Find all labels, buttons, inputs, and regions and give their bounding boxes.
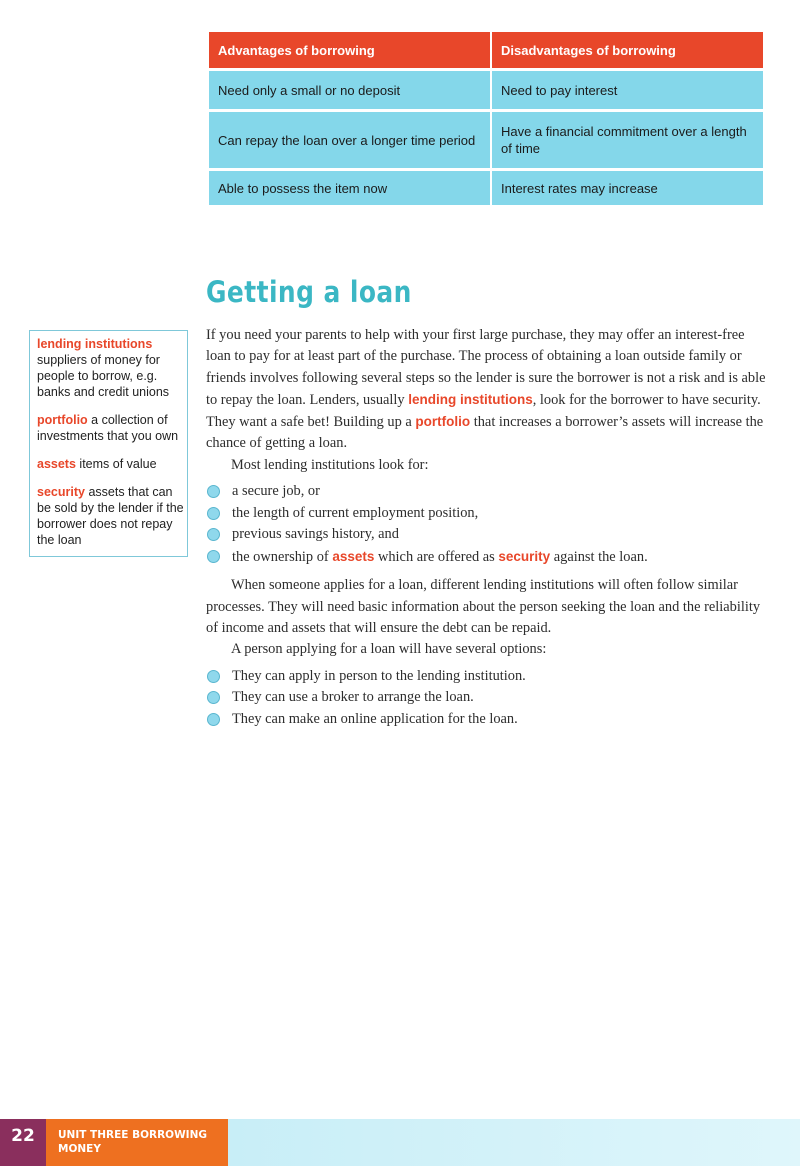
table-cell: Interest rates may increase [492,171,763,205]
list-item [206,687,766,709]
list-item-text: a secure job, or [232,483,320,500]
glossary-box [29,330,188,557]
paragraph-4: A person applying for a loan will have several options: [231,641,547,658]
loan-options-list [206,666,766,731]
list-item [206,524,766,546]
table-cell: Need to pay interest [492,71,763,109]
table-cell: Able to possess the item now [209,171,490,205]
table-row [209,71,763,109]
list-item [206,503,766,525]
glossary-term: lending institutions [37,337,153,351]
keyword-security: security [498,548,551,564]
list-item-text: the length of current employment position, [232,504,479,521]
glossary-term: security [37,485,85,499]
section-title: Getting a loan [206,275,412,309]
text-run: , look for the borrower to have security. They want a safe bet! Building up a [206,391,761,431]
glossary-entry [37,412,187,444]
unit-label-line-2: MONEY [58,1143,101,1155]
list-item-text: They can use a broker to arrange the loan. [232,689,474,706]
text-run: that increases a borrower’s assets will increase the chance of getting a loan. [206,414,764,452]
advantages-disadvantages-table [207,29,765,208]
footer-bar [228,1119,800,1166]
table-row [209,171,763,205]
keyword-portfolio: portfolio [415,414,471,430]
glossary-term: assets [37,457,76,471]
paragraph-3: When someone applies for a loan, different lending institutions will often follow similar processes. They will need basic information about the person seeking the loan and the reliability of income and assets that will ensure the debt can be repaid. [206,577,761,637]
text-run: against the loan. [550,548,648,565]
glossary-definition: suppliers of money for people to borrow, e.g. banks and credit unions [37,353,170,399]
body-text [206,325,766,737]
bullet-icon [207,713,220,726]
lender-criteria-list [206,481,766,568]
text-run: If you need your parents to help with your first large purchase, they may offer an interest-free loan to pay for at least part of the purchase. The process of obtaining a loan outside family or friends involves following several steps so the lender is sure the borrower is not a risk and is able to repay the loan. Lenders, usually [206,327,766,408]
bullet-icon [207,485,220,498]
table-cell: Have a financial commitment over a length of time [492,112,763,168]
text-run: which are offered as [374,548,499,565]
unit-label [46,1119,228,1166]
paragraph-2: Most lending institutions look for: [231,456,429,473]
glossary-entry [37,456,187,472]
list-item [206,709,766,731]
glossary-term: portfolio [37,413,88,427]
list-item-text: They can make an online application for the loan. [232,710,518,727]
unit-label-line-1: UNIT THREE BORROWING [58,1129,207,1141]
bullet-icon [207,550,220,563]
bullet-icon [207,528,220,541]
text-run: the ownership of [232,548,333,565]
table-row [209,112,763,168]
table-cell: Need only a small or no deposit [209,71,490,109]
paragraph-1 [206,325,766,455]
glossary-definition: a collection of investments that you own [37,413,179,443]
bullet-icon [207,691,220,704]
table-cell: Can repay the loan over a longer time period [209,112,490,168]
glossary-definition: items of value [79,457,157,471]
list-item-text: They can apply in person to the lending institution. [232,667,526,684]
bullet-icon [207,507,220,520]
table-header-disadvantages: Disadvantages of borrowing [492,32,763,68]
glossary-entry [37,336,187,400]
list-item [206,546,766,569]
page-number: 22 [0,1119,46,1166]
list-item [206,666,766,688]
list-item [206,481,766,503]
table-header-row [209,32,763,68]
bullet-icon [207,670,220,683]
glossary-definition: assets that can be sold by the lender if the borrower does not repay the loan [37,485,184,547]
keyword-assets: assets [332,548,375,564]
glossary-entry [37,484,187,548]
list-item-text: previous savings history, and [232,526,399,543]
table-header-advantages: Advantages of borrowing [209,32,490,68]
keyword-lending-institutions: lending institutions [408,391,533,407]
